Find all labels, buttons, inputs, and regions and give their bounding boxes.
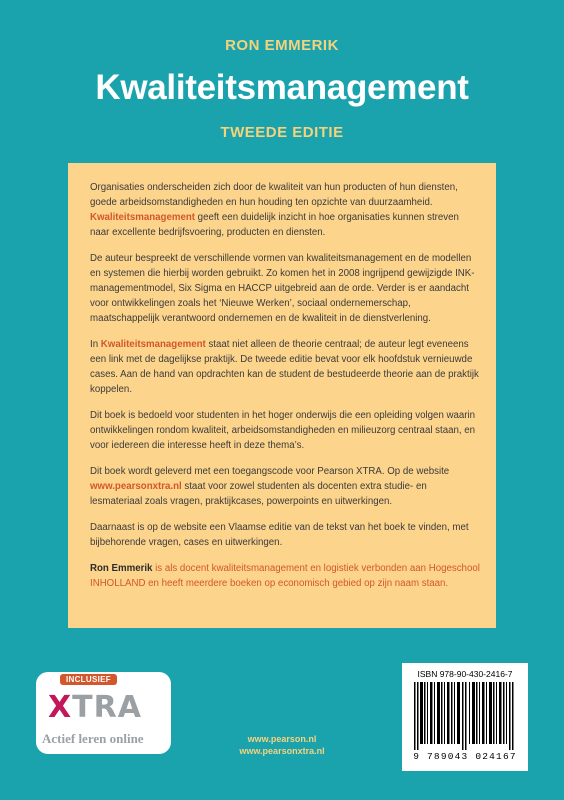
blurb-paragraph-1: Organisaties onderscheiden zich door de kwaliteit van hun producten of hun diensten, goede arbeidsomstandigheden en hun houding ten opzichte van duurzaamheid. Kwaliteitsmanagement geeft een duidelijk inzicht in hoe organisaties kunnen streven naar excellente bedrijfsvoering, producten en diensten. (90, 182, 459, 238)
blurb-paragraph-3: In Kwaliteitsmanagement staat niet alleen de theorie centraal; de auteur legt eveneens een link met de dagelijkse praktijk. De tweede editie bevat voor elk hoofdstuk vernieuwde cases. Aan de hand van opdrachten kan de student de bestudeerde theorie aan de praktijk koppelen. (90, 339, 479, 395)
author-name: RON EMMERIK (225, 37, 339, 54)
book-title: Kwaliteitsmanagement (95, 68, 469, 107)
website-pearsonxtra: www.pearsonxtra.nl (239, 746, 325, 756)
barcode-digits: 9 789043 024167 (413, 751, 517, 762)
blurb-paragraph-2: De auteur bespreekt de verschillende vormen van kwaliteitsmanagement en de modellen en systemen die hierbij worden gebruikt. Zo komen het in 2008 ingrijpend gewijzigde INK-managementmodel, Six Sigma en HACCP uitgebreid aan de orde. Verder is er aandacht voor ontwikkelingen zoals het ‘Nieuwe Werken’, sociaal ondernemerschap, maatschappelijk verantwoord ondernemen en de kwaliteit in de dienstverlening. (90, 253, 475, 324)
xtra-wordmark: XTRA (48, 690, 142, 725)
website-pearson: www.pearson.nl (247, 734, 317, 744)
blurb-paragraph-4: Dit boek is bedoeld voor studenten in het hoger onderwijs die een opleiding volgen waarin ontwikkelingen rondom kwaliteit, arbeidsomstandigheden en milieuzorg centraal staan, en voor iedereen die interesse heeft in deze thema’s. (90, 410, 476, 451)
isbn-label: ISBN 978-90-430-2416-7 (417, 669, 513, 679)
barcode-box (402, 663, 528, 771)
barcode-icon (414, 682, 516, 750)
author-bio: Ron Emmerik is als docent kwaliteitsmanagement en logistiek verbonden aan Hogeschool INHOLLAND en heeft meerdere boeken op economisch gebied op zijn naam staan. (90, 563, 480, 589)
inclusief-badge: INCLUSIEF (60, 674, 117, 685)
blurb-paragraph-5: Dit boek wordt geleverd met een toegangscode voor Pearson XTRA. Op de website www.pearsonxtra.nl staat voor zowel studenten als docenten extra studie- en lesmateriaal zoals vragen, praktijkcases, powerpoints en uitwerkingen. (90, 466, 450, 507)
edition-label: TWEEDE EDITIE (220, 124, 344, 141)
blurb-panel (68, 163, 496, 628)
website-highlight: www.pearsonxtra.nl (90, 481, 182, 492)
book-title-highlight: Kwaliteitsmanagement (90, 212, 195, 223)
blurb-paragraph-6: Daarnaast is op de website een Vlaamse editie van de tekst van het boek te vinden, met bijbehorende vragen, cases en uitwerkingen. (90, 522, 469, 548)
book-title-highlight: Kwaliteitsmanagement (100, 339, 206, 350)
xtra-tagline: Actief leren online (42, 731, 144, 746)
